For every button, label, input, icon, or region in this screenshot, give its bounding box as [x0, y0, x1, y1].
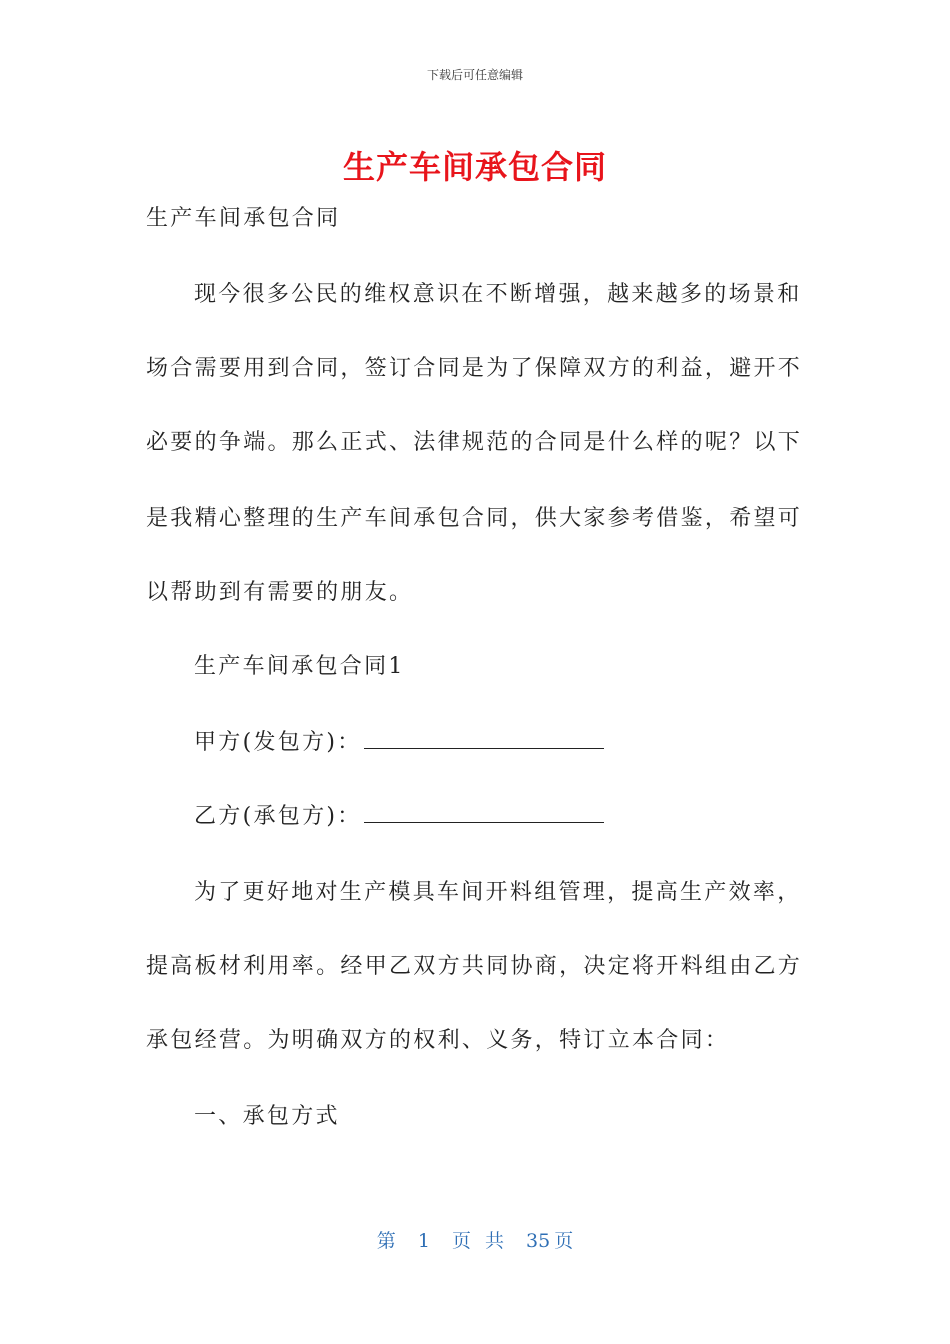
document-subtitle: 生产车间承包合同 — [146, 206, 341, 231]
page-prefix: 第 — [376, 1230, 396, 1252]
intro-line-4: 是我精心整理的生产车间承包合同，供大家参考借鉴，希望可 — [146, 506, 803, 531]
contract-heading: 生产车间承包合同1 — [194, 654, 405, 679]
page-footer — [0, 1226, 950, 1253]
intro-line-2: 场合需要用到合同，签订合同是为了保障双方的利益，避开不 — [146, 356, 803, 381]
page-mid: 页 共 — [451, 1230, 504, 1252]
header-note: 下载后可任意编辑 — [426, 68, 523, 82]
document-title: 生产车间承包合同 — [342, 148, 607, 186]
section-1-heading: 一、承包方式 — [194, 1104, 340, 1129]
party-a-blank[interactable] — [364, 728, 604, 749]
intro-line-3: 必要的争端。那么正式、法律规范的合同是什么样的呢？以下 — [146, 430, 803, 455]
party-a-row — [194, 728, 604, 758]
party-b-blank[interactable] — [364, 802, 604, 823]
purpose-line-3: 承包经营。为明确双方的权利、义务，特订立本合同： — [146, 1028, 730, 1053]
page-total: 35 — [526, 1230, 551, 1252]
intro-line-1: 现今很多公民的维权意识在不断增强，越来越多的场景和 — [194, 282, 802, 307]
purpose-line-2: 提高板材利用率。经甲乙双方共同协商，决定将开料组由乙方 — [146, 954, 803, 979]
party-b-row — [194, 802, 604, 832]
purpose-line-1: 为了更好地对生产模具车间开料组管理，提高生产效率， — [194, 880, 802, 905]
party-b-label: 乙方(承包方)： — [194, 804, 362, 829]
intro-line-5: 以帮助到有需要的朋友。 — [146, 580, 414, 605]
page-suffix: 页 — [554, 1230, 574, 1252]
party-a-label: 甲方(发包方)： — [194, 730, 362, 755]
page-number: 1 — [417, 1230, 430, 1252]
